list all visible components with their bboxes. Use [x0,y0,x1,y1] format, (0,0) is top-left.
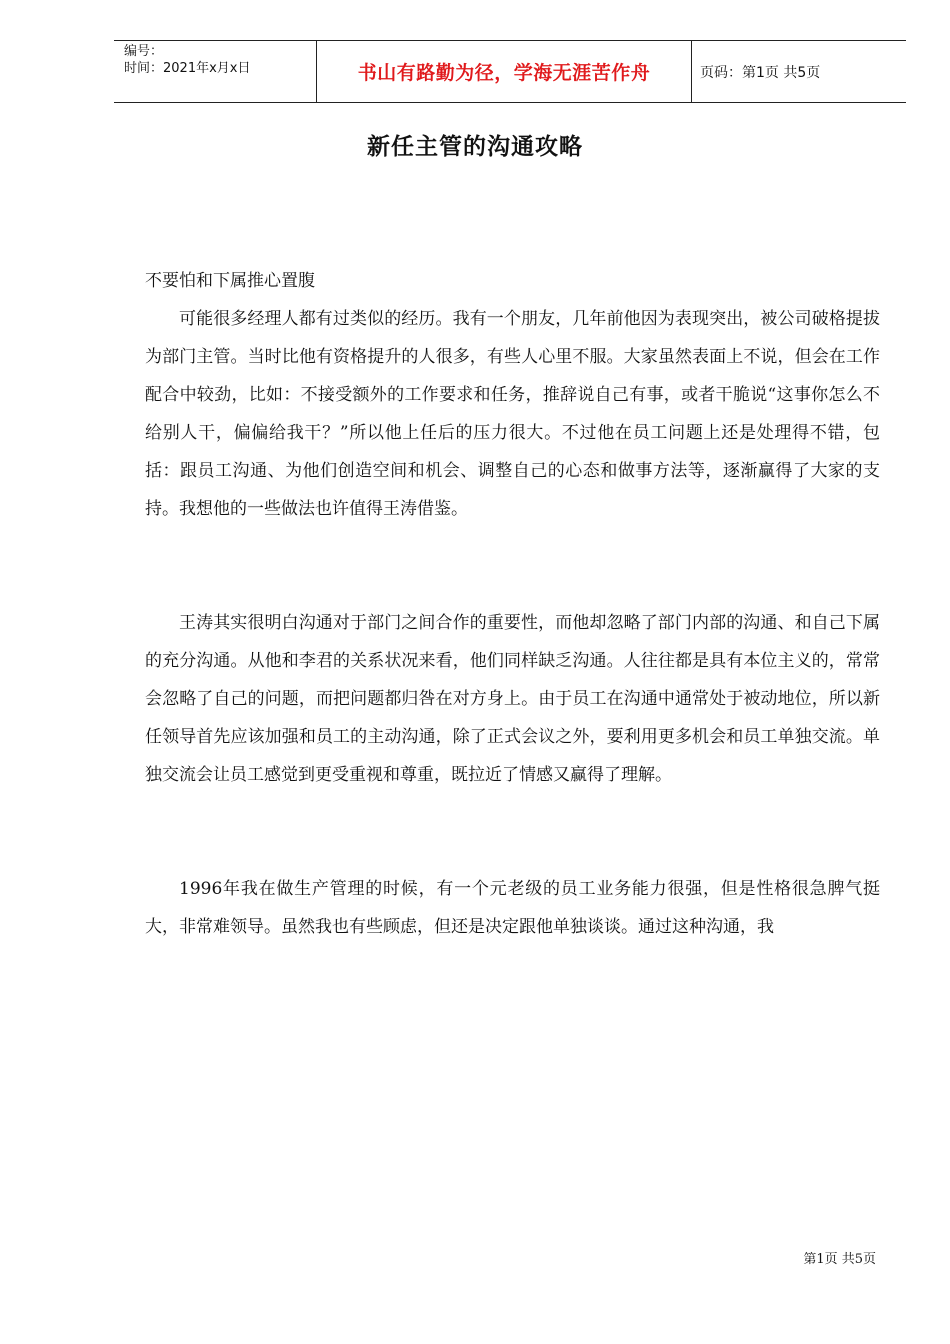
document-title: 新任主管的沟通攻略 [367,133,583,160]
date-label: 时间：2021年x月x日 [124,61,251,76]
section-heading: 不要怕和下属推心置腹 [145,271,315,291]
paragraph-gap [145,528,880,604]
paragraph-gap [145,794,880,870]
paragraph-2: 王涛其实很明白沟通对于部门之间合作的重要性，而他却忽略了部门内部的沟通、和自己下属的充分沟通。从他和李君的关系状况来看，他们同样缺乏沟通。人往往都是具有本位主义的，常常会忽略了自己的问题，而把问题都归咎在对方身上。由于员工在沟通中通常处于被动地位，所以新任领导首先应该加强和员工的主动沟通，除了正式会议之外，要利用更多机会和员工单独交流。单独交流会让员工感觉到更受重视和尊重，既拉近了情感又赢得了理解。 [145,613,880,785]
page-info-text: 页码：第1页 共5页 [700,64,821,81]
paragraph-3: 1996年我在做生产管理的时候，有一个元老级的员工业务能力很强，但是性格很急脾气挺大，非常难领导。虽然我也有些顾虑，但还是决定跟他单独谈谈。通过这种沟通，我 [145,879,880,937]
paragraph-1: 可能很多经理人都有过类似的经历。我有一个朋友，几年前他因为表现突出，被公司破格提拔为部门主管。当时比他有资格提升的人很多，有些人心里不服。大家虽然表面上不说，但会在工作配合中较劲，比如：不接受额外的工作要求和任务，推辞说自己有事，或者干脆说“这事你怎么不给别人干，偏偏给我干？”所以他上任后的压力很大。不过他在员工问题上还是处理得不错，包括：跟员工沟通、为他们创造空间和机会、调整自己的心态和做事方法等，逐渐赢得了大家的支持。我想他的一些做法也许值得王涛借鉴。 [145,309,880,519]
serial-number-label: 编号： [124,44,164,59]
header-motto: 书山有路勤为径，学海无涯苦作舟 [316,41,692,102]
page-footer: 第1页 共5页 [803,1252,876,1267]
document-header [114,40,906,103]
document-body [145,262,880,946]
header-page-info [690,41,906,102]
header-meta [114,41,316,102]
